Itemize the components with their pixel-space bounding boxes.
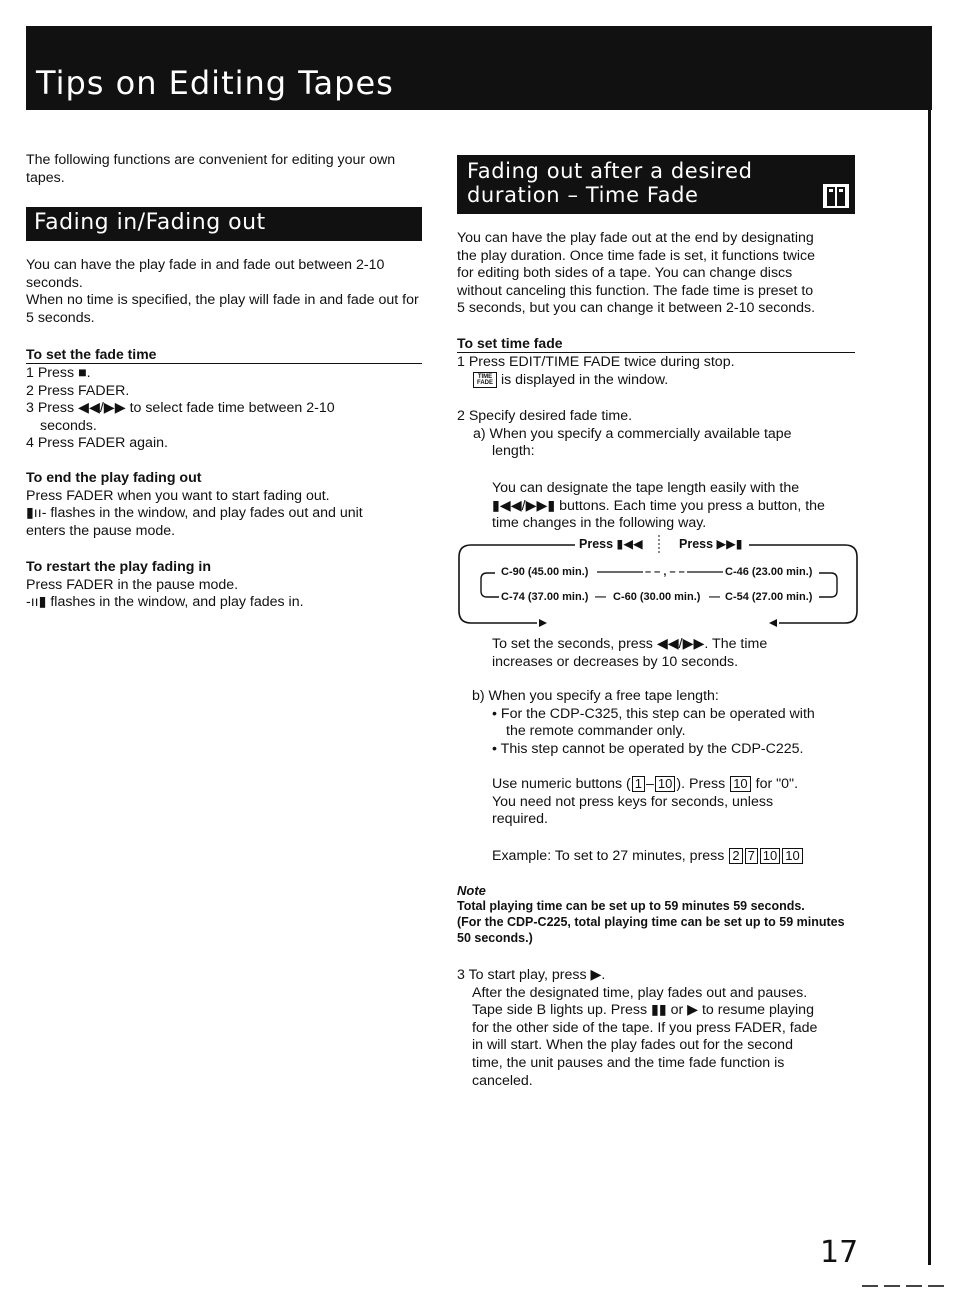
indicator-top: TIME (477, 373, 493, 380)
set-time-fade-heading: To set time fade (457, 335, 855, 353)
footer-dash (884, 1285, 900, 1287)
step3-line: After the designated time, play fades out and pauses. (472, 984, 808, 1001)
step3-line: time, the unit pauses and the time fade function is (472, 1054, 785, 1071)
step2a-text: length: (492, 443, 535, 460)
intro-text (26, 152, 426, 187)
footer-dash (862, 1285, 878, 1287)
key-7-icon: 7 (745, 848, 758, 864)
fading-para-2: When no time is specified, the play will fade in and fade out for 5 seconds. (26, 292, 419, 326)
time-fade-intro-line: You can have the play fade out at the end by designating (457, 230, 814, 246)
time-fade-indicator-icon (473, 372, 497, 388)
seconds-line: increases or decreases by 10 seconds. (492, 653, 739, 670)
set-time-fade-step1 (457, 354, 855, 389)
end-fade-heading: To end the play fading out (26, 470, 202, 486)
restart-fade-heading: To restart the play fading in (26, 559, 211, 575)
example-line (492, 848, 856, 866)
numeric-line: You need not press keys for seconds, unless (492, 793, 774, 810)
restart-fade-line: -ıı▮ flashes in the window, and play fades in. (26, 594, 304, 611)
tape-c54: C-54 (27.00 min.) (725, 591, 813, 603)
example-text: Example: To set to 27 minutes, press (492, 848, 725, 864)
bullet-line: • This step cannot be operated by the CDP-C225. (492, 740, 804, 757)
set-fade-section (26, 346, 422, 453)
numeric-buttons-paragraph (492, 776, 856, 829)
set-fade-heading: To set the fade time (26, 346, 422, 364)
set-fade-step: 2 Press FADER. (26, 382, 130, 399)
section-title-time-fade (467, 159, 753, 207)
fading-para-1: You can have the play fade in and fade out between 2-10 seconds. (26, 257, 385, 291)
section-title-fading: Fading in/Fading out (34, 210, 266, 235)
step2a-text: a) When you specify a commercially available tape (473, 425, 792, 442)
numeric-line (492, 776, 856, 794)
numeric-mid: ). Press (676, 776, 726, 792)
set-fade-steps (26, 365, 422, 453)
key-1-icon: 1 (632, 776, 645, 792)
note-section (457, 883, 857, 946)
time-fade-intro-line: without canceling this function. The fade time is preset to (457, 282, 814, 299)
end-fade-section (26, 470, 426, 540)
time-fade-intro-line: the play duration. Once time fade is set, it functions twice (457, 247, 816, 264)
indicator-bottom: FADE (477, 379, 494, 386)
page-title: Tips on Editing Tapes (36, 64, 394, 102)
numeric-pre: Use numeric buttons ( (492, 776, 631, 792)
step2-text: 2 Specify desired fade time. (457, 408, 633, 424)
note-heading: Note (457, 883, 486, 898)
step1-text: 1 Press EDIT/TIME FADE twice during stop. (457, 354, 735, 370)
key-10-icon: 10 (782, 848, 802, 864)
step3-section (457, 967, 857, 1090)
step2a-line: ▮◀◀/▶▶▮ buttons. Each time you press a button, the (492, 497, 825, 514)
key-10-icon: 10 (655, 776, 675, 792)
step2a-line: time changes in the following way. (492, 515, 707, 532)
step1-indicator-text: is displayed in the window. (500, 371, 669, 388)
set-time-fade-section (457, 335, 855, 389)
tape-placeholder: – – , – – (645, 566, 685, 578)
step2a-line: You can designate the tape length easily with the (492, 480, 800, 496)
set-fade-step: 4 Press FADER again. (26, 435, 168, 452)
set-fade-step: 1 Press ■. (26, 365, 91, 381)
intro-paragraph: The following functions are convenient for editing your own tapes. (26, 152, 396, 186)
bullet-line: • For the CDP-C325, this step can be operated with (492, 705, 815, 722)
tape-c74: C-74 (37.00 min.) (501, 591, 589, 603)
tape-c60: C-60 (30.00 min.) (613, 591, 701, 603)
numeric-line: required. (492, 811, 548, 828)
time-fade-intro-line: 5 seconds, but you can change it between 2-10 seconds. (457, 300, 816, 317)
footer-dash (928, 1285, 944, 1287)
section-bar-fading (26, 207, 422, 241)
end-fade-line: Press FADER when you want to start fading out. (26, 487, 330, 504)
page-number: 17 (820, 1235, 859, 1270)
cycle-connector: — (709, 591, 720, 603)
cycle-connector: — (595, 591, 606, 603)
seconds-paragraph (492, 636, 856, 671)
key-10-icon: 10 (730, 776, 750, 792)
press-prev-label: Press ▮◀◀ (579, 537, 643, 551)
step3-line: Tape side B lights up. Press ▮▮ or ▶ to resume playing (472, 1002, 814, 1019)
remote-icon (823, 184, 849, 208)
step3-line: 3 To start play, press ▶. (457, 967, 606, 983)
section-title-line: duration – Time Fade (467, 183, 699, 207)
key-10-icon: 10 (760, 848, 780, 864)
step2-section (457, 408, 857, 461)
numeric-post: for "0". (755, 776, 799, 792)
step3-line: in will start. When the play fades out for the second (472, 1037, 793, 1054)
restart-fade-section (26, 559, 426, 612)
note-line: (For the CDP-C225, total playing time can be set up to 59 minutes (457, 915, 845, 929)
step3-line: canceled. (472, 1072, 533, 1089)
step2b-text: b) When you specify a free tape length: (472, 688, 719, 704)
set-fade-step: 3 Press ◀◀/▶▶ to select fade time between 2-10 (26, 400, 335, 417)
numeric-dash: – (646, 776, 654, 792)
step2b-section (472, 688, 858, 758)
tape-c46: C-46 (23.00 min.) (725, 566, 813, 578)
section-title-line: Fading out after a desired (467, 159, 753, 183)
end-fade-line: ▮ıı- flashes in the window, and play fades out and unit (26, 505, 363, 522)
tape-c90: C-90 (45.00 min.) (501, 566, 589, 578)
time-fade-intro-line: for editing both sides of a tape. You can change discs (457, 265, 793, 282)
footer-dash (906, 1285, 922, 1287)
note-line: 50 seconds.) (457, 931, 533, 945)
section-bar-time-fade (457, 155, 855, 214)
step3-line: for the other side of the tape. If you press FADER, fade (472, 1019, 818, 1036)
tape-length-cycle-diagram (457, 535, 859, 631)
page-header-bar (26, 26, 932, 110)
step1-indicator-line (457, 372, 855, 390)
key-2-icon: 2 (729, 848, 742, 864)
right-margin-rule (928, 110, 931, 1265)
press-next-label: Press ▶▶▮ (679, 537, 743, 551)
fading-description (26, 257, 422, 327)
step2a-paragraph (492, 480, 856, 533)
bullet-line: the remote commander only. (506, 723, 686, 740)
end-fade-line: enters the pause mode. (26, 522, 176, 539)
seconds-line: To set the seconds, press ◀◀/▶▶. The time (492, 636, 768, 652)
time-fade-intro (457, 230, 857, 318)
restart-fade-line: Press FADER in the pause mode. (26, 576, 239, 593)
set-fade-step: seconds. (40, 417, 97, 434)
note-line: Total playing time can be set up to 59 minutes 59 seconds. (457, 899, 805, 913)
